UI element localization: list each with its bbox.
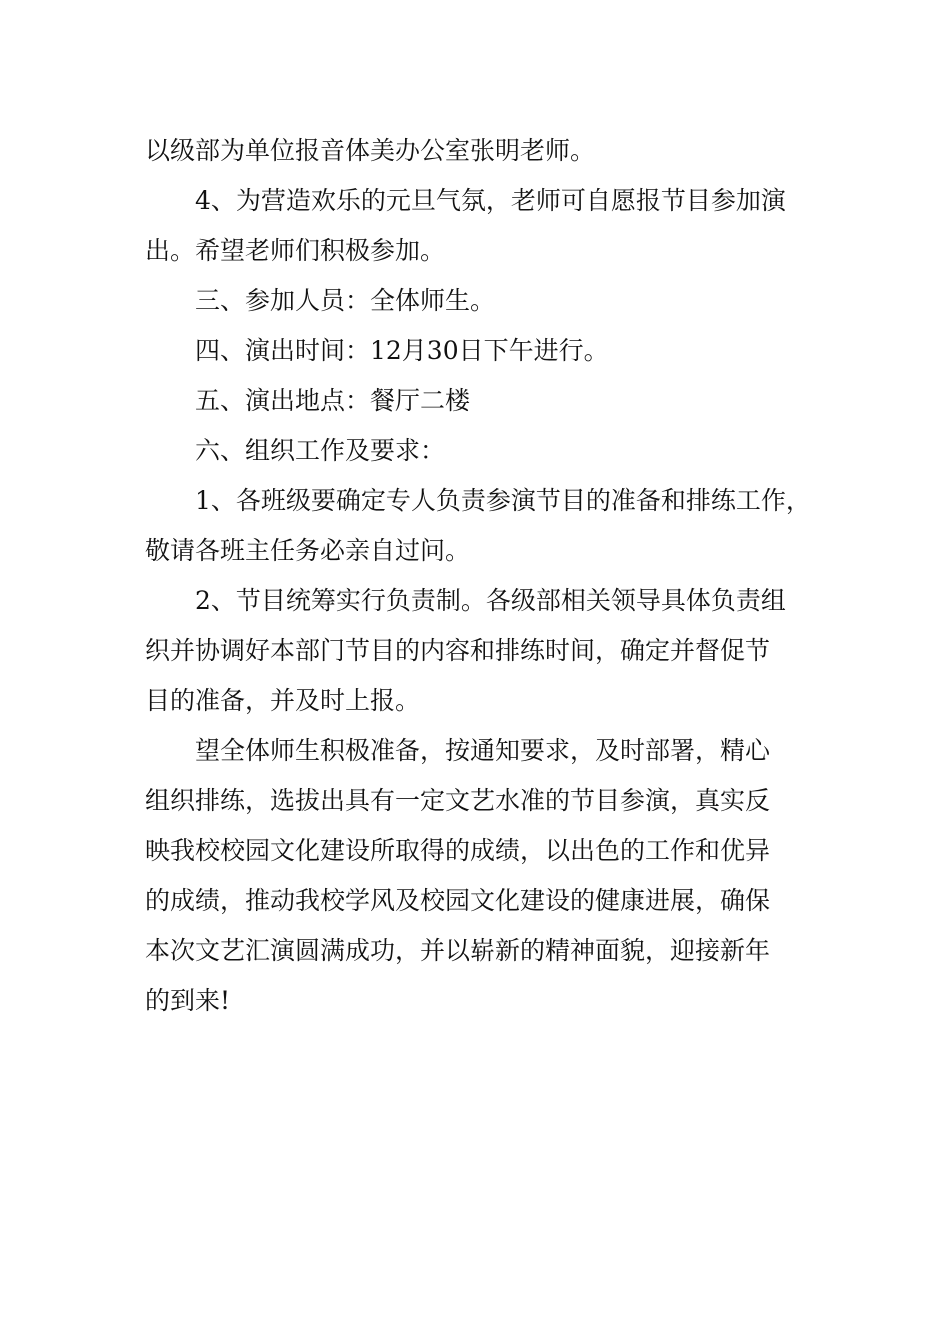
section-heading: 五、演出地点：餐厅二楼 [195,386,471,415]
text-line: 组织排练，选拔出具有一定文艺水准的节目参演，真实反 [145,786,771,815]
text-line: 目的准备，并及时上报。 [145,686,421,715]
text-line: 的到来! [145,986,231,1015]
text-line: 敬请各班主任务必亲自过问。 [145,536,471,565]
document-body [145,126,815,1026]
section-heading: 三、参加人员：全体师生。 [195,286,496,315]
section-heading: 四、演出时间：12月30日下午进行。 [195,336,609,365]
text-line: 以级部为单位报音体美办公室张明老师。 [145,136,596,165]
text-line: 2、节目统筹实行负责制。各级部相关领导具体负责组 [195,586,786,615]
text-line: 出。希望老师们积极参加。 [145,236,446,265]
text-line: 1、各班级要确定专人负责参演节目的准备和排练工作， [195,486,811,515]
text-line: 映我校校园文化建设所取得的成绩，以出色的工作和优异 [145,836,771,865]
text-line: 的成绩，推动我校学风及校园文化建设的健康进展，确保 [145,886,771,915]
text-line: 4、为营造欢乐的元旦气氛，老师可自愿报节目参加演 [195,186,786,215]
text-line: 望全体师生积极准备，按通知要求，及时部署，精心 [195,736,771,765]
section-heading: 六、组织工作及要求： [195,436,446,465]
text-line: 织并协调好本部门节目的内容和排练时间，确定并督促节 [145,636,771,665]
text-line: 本次文艺汇演圆满成功，并以崭新的精神面貌，迎接新年 [145,936,771,965]
